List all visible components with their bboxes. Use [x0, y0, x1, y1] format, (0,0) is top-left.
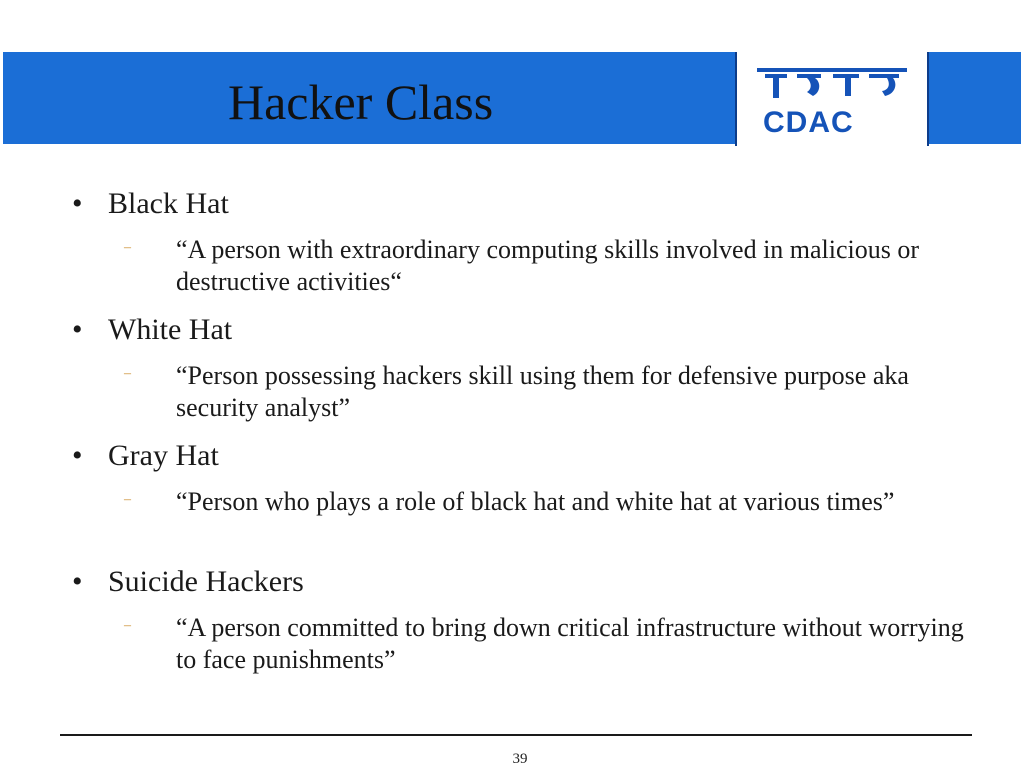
sub-dash: – — [124, 618, 131, 633]
bullet-label: Suicide Hackers — [108, 565, 304, 598]
sub-dash: – — [124, 240, 131, 255]
sub-text: “Person possessing hackers skill using them for defensive purpose aka security analyst” — [176, 361, 909, 422]
sub-text: “A person with extraordinary computing skills involved in malicious or destructive activities“ — [176, 235, 920, 296]
bullet-dot: • — [72, 187, 83, 220]
bullet-label: Gray Hat — [108, 439, 219, 472]
cdac-logo-text: CDAC — [763, 106, 854, 139]
footer-divider — [60, 734, 972, 736]
sub-dash: – — [124, 492, 131, 507]
bullet-dot: • — [72, 439, 83, 472]
sub-text: “Person who plays a role of black hat and white hat at various times” — [176, 487, 895, 516]
page-number: 39 — [512, 751, 528, 767]
bullet-label: White Hat — [108, 313, 233, 346]
sub-text: “A person committed to bring down critical infrastructure without worrying to face punishments” — [176, 613, 964, 674]
slide-title: Hacker Class — [228, 74, 494, 130]
bullet-dot: • — [72, 565, 83, 598]
bullet-label: Black Hat — [108, 187, 229, 220]
bullet-dot: • — [72, 313, 83, 346]
sub-dash: – — [124, 366, 131, 381]
